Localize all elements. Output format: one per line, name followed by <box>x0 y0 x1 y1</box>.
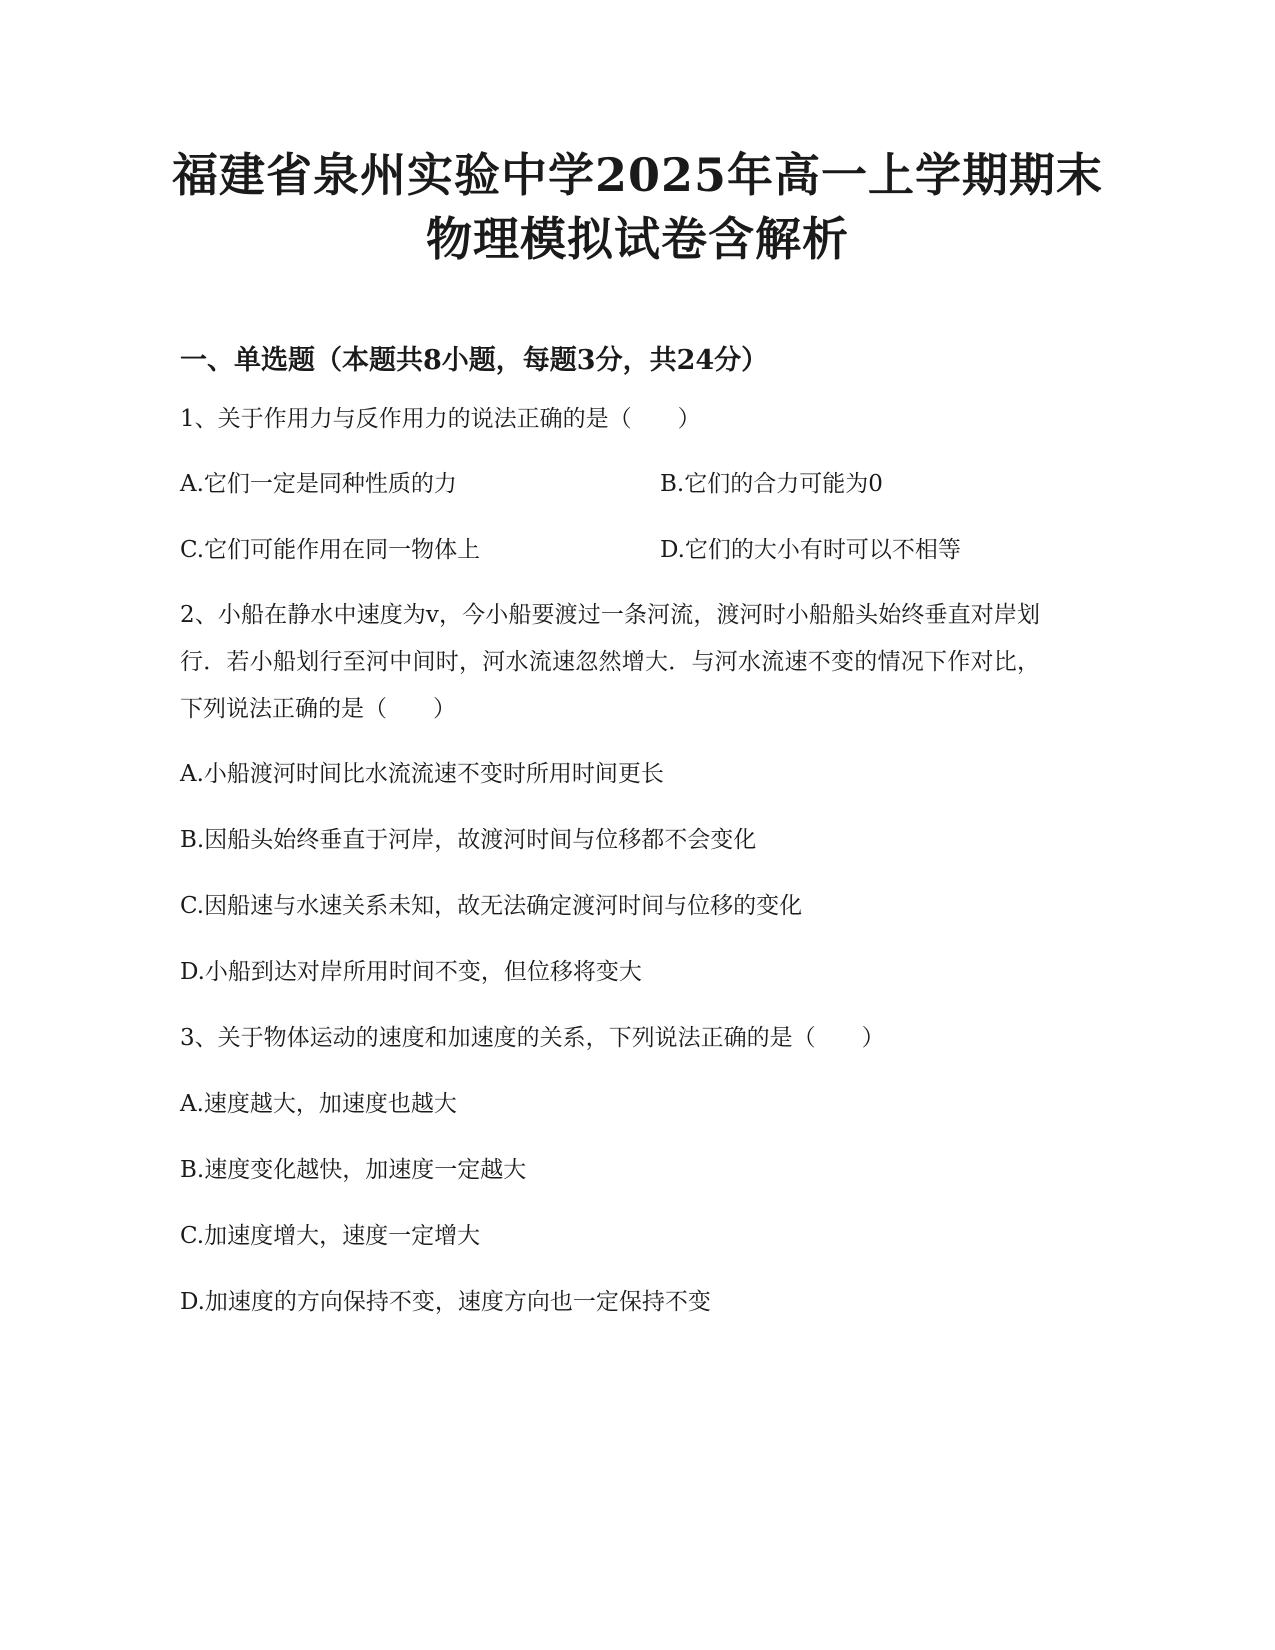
question-2-option-d: D.小船到达对岸所用时间不变，但位移将变大 <box>180 959 642 985</box>
question-2-option-a: A.小船渡河时间比水流流速不变时所用时间更长 <box>180 761 664 787</box>
question-2-stem: 2、小船在静水中速度为v，今小船要渡过一条河流，渡河时小船船头始终垂直对岸划行．若小船划行至河中间时，河水流速忽然增大．与河水流速不变的情况下作对比，下列说法正确的是（ ） <box>180 602 1040 722</box>
question-1-option-d: D.它们的大小有时可以不相等 <box>660 537 961 563</box>
document-title-line-2: 物理模拟试卷含解析 <box>426 212 849 266</box>
question-3-option-a: A.速度越大，加速度也越大 <box>180 1091 457 1117</box>
question-3-option-c: C.加速度增大，速度一定增大 <box>180 1223 481 1249</box>
question-3-stem: 3、关于物体运动的速度和加速度的关系，下列说法正确的是（ ） <box>180 1025 885 1051</box>
section-heading: 一、单选题（本题共8小题，每题3分，共24分） <box>180 345 769 376</box>
question-1-option-c: C.它们可能作用在同一物体上 <box>180 537 481 563</box>
question-1-option-a: A.它们一定是同种性质的力 <box>180 471 457 497</box>
question-3-option-b: B.速度变化越快，加速度一定越大 <box>180 1157 527 1183</box>
question-1-stem: 1、关于作用力与反作用力的说法正确的是（ ） <box>180 406 701 432</box>
question-1-option-b: B.它们的合力可能为0 <box>660 471 883 497</box>
question-2-option-c: C.因船速与水速关系未知，故无法确定渡河时间与位移的变化 <box>180 893 803 919</box>
question-2-option-b: B.因船头始终垂直于河岸，故渡河时间与位移都不会变化 <box>180 827 757 853</box>
document-title-line-1: 福建省泉州实验中学2025年高一上学期期末 <box>171 148 1104 202</box>
question-3-option-d: D.加速度的方向保持不变，速度方向也一定保持不变 <box>180 1289 711 1315</box>
